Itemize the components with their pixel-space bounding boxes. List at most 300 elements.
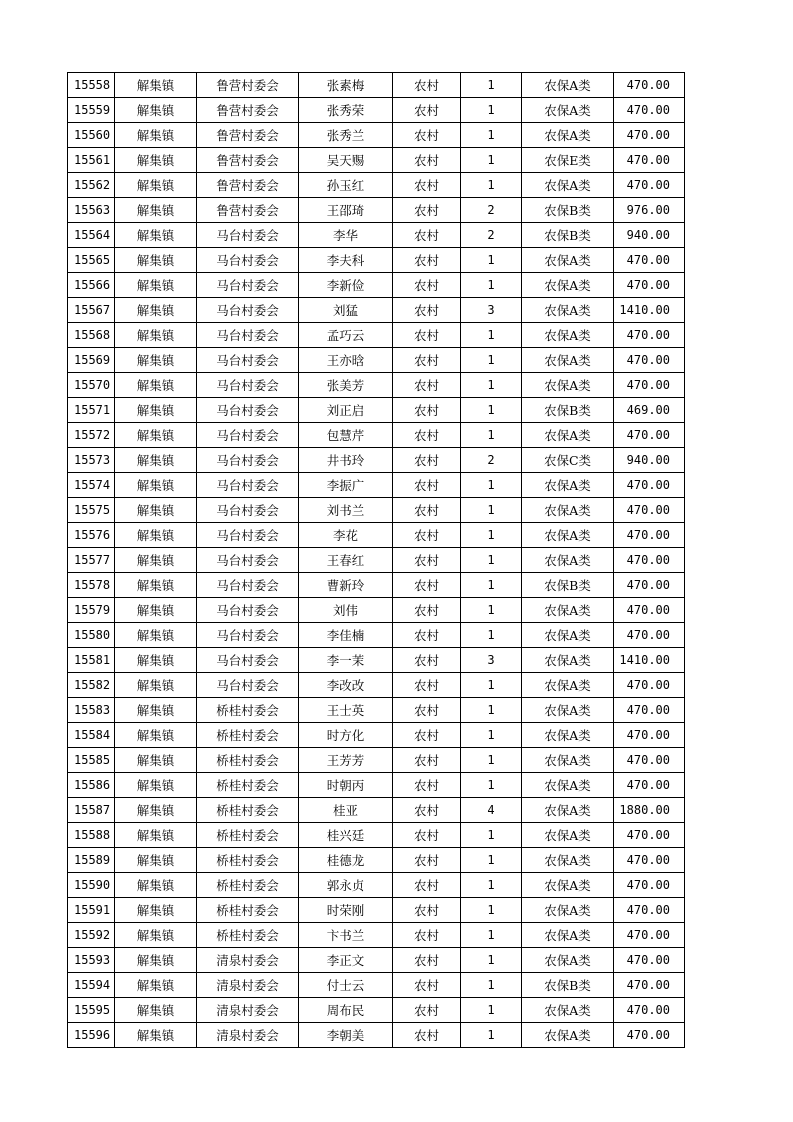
amount-cell: 470.00 [614, 123, 685, 148]
name-cell: 吴天赐 [299, 148, 393, 173]
amount-cell: 470.00 [614, 973, 685, 998]
area-type-cell: 农村 [393, 423, 461, 448]
table-row [68, 823, 685, 848]
village-cell: 桥桂村委会 [197, 923, 299, 948]
village-cell: 鲁营村委会 [197, 198, 299, 223]
record-id-cell: 15590 [68, 873, 115, 898]
table-row [68, 573, 685, 598]
area-type-cell: 农村 [393, 198, 461, 223]
table-row [68, 448, 685, 473]
town-cell: 解集镇 [115, 348, 197, 373]
name-cell: 王邵琦 [299, 198, 393, 223]
insurance-class-cell: 农保A类 [522, 123, 614, 148]
amount-cell: 470.00 [614, 723, 685, 748]
household-count-cell: 1 [461, 398, 522, 423]
village-cell: 鲁营村委会 [197, 73, 299, 98]
town-cell: 解集镇 [115, 248, 197, 273]
name-cell: 张美芳 [299, 373, 393, 398]
insurance-class-cell: 农保A类 [522, 823, 614, 848]
record-id-cell: 15594 [68, 973, 115, 998]
name-cell: 王春红 [299, 548, 393, 573]
amount-cell: 470.00 [614, 573, 685, 598]
village-cell: 桥桂村委会 [197, 723, 299, 748]
record-id-cell: 15582 [68, 673, 115, 698]
amount-cell: 1410.00 [614, 648, 685, 673]
insurance-class-cell: 农保A类 [522, 948, 614, 973]
name-cell: 李夫科 [299, 248, 393, 273]
name-cell: 孙玉红 [299, 173, 393, 198]
insurance-class-cell: 农保A类 [522, 998, 614, 1023]
record-id-cell: 15569 [68, 348, 115, 373]
amount-cell: 470.00 [614, 598, 685, 623]
household-count-cell: 3 [461, 648, 522, 673]
household-count-cell: 1 [461, 873, 522, 898]
household-count-cell: 2 [461, 223, 522, 248]
area-type-cell: 农村 [393, 323, 461, 348]
household-count-cell: 1 [461, 348, 522, 373]
household-count-cell: 1 [461, 548, 522, 573]
table-row [68, 798, 685, 823]
area-type-cell: 农村 [393, 673, 461, 698]
area-type-cell: 农村 [393, 473, 461, 498]
amount-cell: 470.00 [614, 1023, 685, 1048]
area-type-cell: 农村 [393, 598, 461, 623]
name-cell: 李新俭 [299, 273, 393, 298]
amount-cell: 470.00 [614, 823, 685, 848]
insurance-class-cell: 农保A类 [522, 473, 614, 498]
village-cell: 桥桂村委会 [197, 798, 299, 823]
household-count-cell: 1 [461, 823, 522, 848]
table-row [68, 748, 685, 773]
village-cell: 马台村委会 [197, 273, 299, 298]
area-type-cell: 农村 [393, 223, 461, 248]
table-row [68, 273, 685, 298]
area-type-cell: 农村 [393, 123, 461, 148]
amount-cell: 470.00 [614, 273, 685, 298]
insurance-class-cell: 农保A类 [522, 373, 614, 398]
record-id-cell: 15581 [68, 648, 115, 673]
insurance-class-cell: 农保E类 [522, 148, 614, 173]
name-cell: 王亦晗 [299, 348, 393, 373]
town-cell: 解集镇 [115, 1023, 197, 1048]
name-cell: 李朝美 [299, 1023, 393, 1048]
table-row [68, 323, 685, 348]
record-id-cell: 15587 [68, 798, 115, 823]
household-count-cell: 1 [461, 423, 522, 448]
insurance-class-cell: 农保A类 [522, 923, 614, 948]
table-row [68, 473, 685, 498]
record-id-cell: 15564 [68, 223, 115, 248]
record-id-cell: 15567 [68, 298, 115, 323]
table-row [68, 898, 685, 923]
household-count-cell: 1 [461, 523, 522, 548]
name-cell: 王士英 [299, 698, 393, 723]
household-count-cell: 1 [461, 573, 522, 598]
amount-cell: 940.00 [614, 223, 685, 248]
insurance-class-cell: 农保A类 [522, 798, 614, 823]
village-cell: 鲁营村委会 [197, 123, 299, 148]
town-cell: 解集镇 [115, 773, 197, 798]
town-cell: 解集镇 [115, 548, 197, 573]
name-cell: 孟巧云 [299, 323, 393, 348]
name-cell: 时方化 [299, 723, 393, 748]
town-cell: 解集镇 [115, 323, 197, 348]
record-id-cell: 15586 [68, 773, 115, 798]
name-cell: 王芳芳 [299, 748, 393, 773]
record-id-cell: 15568 [68, 323, 115, 348]
town-cell: 解集镇 [115, 923, 197, 948]
insurance-class-cell: 农保A类 [522, 298, 614, 323]
town-cell: 解集镇 [115, 273, 197, 298]
town-cell: 解集镇 [115, 223, 197, 248]
area-type-cell: 农村 [393, 548, 461, 573]
name-cell: 桂兴廷 [299, 823, 393, 848]
insurance-class-cell: 农保A类 [522, 273, 614, 298]
name-cell: 曹新玲 [299, 573, 393, 598]
name-cell: 李一茉 [299, 648, 393, 673]
name-cell: 李佳楠 [299, 623, 393, 648]
area-type-cell: 农村 [393, 748, 461, 773]
village-cell: 桥桂村委会 [197, 773, 299, 798]
town-cell: 解集镇 [115, 173, 197, 198]
record-id-cell: 15595 [68, 998, 115, 1023]
household-count-cell: 4 [461, 798, 522, 823]
area-type-cell: 农村 [393, 998, 461, 1023]
town-cell: 解集镇 [115, 73, 197, 98]
table-row [68, 223, 685, 248]
village-cell: 桥桂村委会 [197, 898, 299, 923]
area-type-cell: 农村 [393, 823, 461, 848]
table-row [68, 773, 685, 798]
village-cell: 马台村委会 [197, 598, 299, 623]
town-cell: 解集镇 [115, 648, 197, 673]
record-id-cell: 15573 [68, 448, 115, 473]
table-row [68, 348, 685, 373]
record-id-cell: 15575 [68, 498, 115, 523]
name-cell: 刘正启 [299, 398, 393, 423]
area-type-cell: 农村 [393, 648, 461, 673]
amount-cell: 470.00 [614, 148, 685, 173]
amount-cell: 470.00 [614, 473, 685, 498]
name-cell: 周布民 [299, 998, 393, 1023]
village-cell: 鲁营村委会 [197, 173, 299, 198]
village-cell: 马台村委会 [197, 623, 299, 648]
town-cell: 解集镇 [115, 573, 197, 598]
village-cell: 马台村委会 [197, 498, 299, 523]
record-id-cell: 15577 [68, 548, 115, 573]
village-cell: 马台村委会 [197, 248, 299, 273]
table-row [68, 498, 685, 523]
name-cell: 时朝丙 [299, 773, 393, 798]
area-type-cell: 农村 [393, 1023, 461, 1048]
insurance-class-cell: 农保A类 [522, 598, 614, 623]
amount-cell: 470.00 [614, 523, 685, 548]
town-cell: 解集镇 [115, 498, 197, 523]
record-id-cell: 15580 [68, 623, 115, 648]
table-row [68, 848, 685, 873]
amount-cell: 470.00 [614, 548, 685, 573]
household-count-cell: 3 [461, 298, 522, 323]
village-cell: 清泉村委会 [197, 1023, 299, 1048]
area-type-cell: 农村 [393, 773, 461, 798]
village-cell: 马台村委会 [197, 523, 299, 548]
village-cell: 马台村委会 [197, 673, 299, 698]
household-count-cell: 1 [461, 273, 522, 298]
table-row [68, 198, 685, 223]
town-cell: 解集镇 [115, 798, 197, 823]
household-count-cell: 1 [461, 848, 522, 873]
insurance-class-cell: 农保A类 [522, 348, 614, 373]
table-row [68, 548, 685, 573]
insurance-class-cell: 农保A类 [522, 1023, 614, 1048]
record-id-cell: 15588 [68, 823, 115, 848]
area-type-cell: 农村 [393, 273, 461, 298]
record-id-cell: 15583 [68, 698, 115, 723]
table-row [68, 973, 685, 998]
village-cell: 马台村委会 [197, 298, 299, 323]
town-cell: 解集镇 [115, 598, 197, 623]
record-id-cell: 15576 [68, 523, 115, 548]
town-cell: 解集镇 [115, 448, 197, 473]
insurance-class-cell: 农保A类 [522, 673, 614, 698]
village-cell: 桥桂村委会 [197, 823, 299, 848]
village-cell: 清泉村委会 [197, 948, 299, 973]
name-cell: 张秀荣 [299, 98, 393, 123]
village-cell: 马台村委会 [197, 223, 299, 248]
table-row [68, 598, 685, 623]
area-type-cell: 农村 [393, 973, 461, 998]
table-row [68, 873, 685, 898]
name-cell: 刘书兰 [299, 498, 393, 523]
name-cell: 张素梅 [299, 73, 393, 98]
name-cell: 卞书兰 [299, 923, 393, 948]
name-cell: 刘猛 [299, 298, 393, 323]
household-count-cell: 1 [461, 598, 522, 623]
insurance-class-cell: 农保A类 [522, 698, 614, 723]
household-count-cell: 1 [461, 123, 522, 148]
amount-cell: 470.00 [614, 873, 685, 898]
record-id-cell: 15592 [68, 923, 115, 948]
table-row [68, 298, 685, 323]
insurance-class-cell: 农保A类 [522, 623, 614, 648]
household-count-cell: 1 [461, 773, 522, 798]
area-type-cell: 农村 [393, 898, 461, 923]
amount-cell: 976.00 [614, 198, 685, 223]
household-count-cell: 2 [461, 198, 522, 223]
table-row [68, 98, 685, 123]
area-type-cell: 农村 [393, 98, 461, 123]
village-cell: 马台村委会 [197, 448, 299, 473]
name-cell: 李华 [299, 223, 393, 248]
village-cell: 清泉村委会 [197, 998, 299, 1023]
record-id-cell: 15593 [68, 948, 115, 973]
amount-cell: 470.00 [614, 173, 685, 198]
insurance-class-cell: 农保A类 [522, 548, 614, 573]
amount-cell: 470.00 [614, 673, 685, 698]
insurance-class-cell: 农保A类 [522, 748, 614, 773]
town-cell: 解集镇 [115, 723, 197, 748]
area-type-cell: 农村 [393, 848, 461, 873]
insurance-class-cell: 农保C类 [522, 448, 614, 473]
name-cell: 郭永贞 [299, 873, 393, 898]
amount-cell: 470.00 [614, 248, 685, 273]
area-type-cell: 农村 [393, 573, 461, 598]
record-id-cell: 15579 [68, 598, 115, 623]
household-count-cell: 1 [461, 923, 522, 948]
village-cell: 马台村委会 [197, 648, 299, 673]
table-row [68, 923, 685, 948]
amount-cell: 470.00 [614, 998, 685, 1023]
town-cell: 解集镇 [115, 973, 197, 998]
town-cell: 解集镇 [115, 298, 197, 323]
insurance-class-cell: 农保A类 [522, 323, 614, 348]
area-type-cell: 农村 [393, 148, 461, 173]
household-count-cell: 1 [461, 173, 522, 198]
village-cell: 鲁营村委会 [197, 98, 299, 123]
amount-cell: 470.00 [614, 923, 685, 948]
insurance-class-cell: 农保A类 [522, 848, 614, 873]
table-row [68, 1023, 685, 1048]
town-cell: 解集镇 [115, 948, 197, 973]
amount-cell: 470.00 [614, 423, 685, 448]
insurance-class-cell: 农保A类 [522, 248, 614, 273]
record-id-cell: 15562 [68, 173, 115, 198]
village-cell: 马台村委会 [197, 348, 299, 373]
record-id-cell: 15578 [68, 573, 115, 598]
town-cell: 解集镇 [115, 398, 197, 423]
village-cell: 马台村委会 [197, 573, 299, 598]
table-row [68, 523, 685, 548]
record-id-cell: 15566 [68, 273, 115, 298]
roster-table [67, 72, 685, 1048]
amount-cell: 470.00 [614, 323, 685, 348]
area-type-cell: 农村 [393, 348, 461, 373]
amount-cell: 469.00 [614, 398, 685, 423]
village-cell: 马台村委会 [197, 423, 299, 448]
town-cell: 解集镇 [115, 998, 197, 1023]
table-row [68, 673, 685, 698]
name-cell: 刘伟 [299, 598, 393, 623]
household-count-cell: 1 [461, 898, 522, 923]
town-cell: 解集镇 [115, 873, 197, 898]
table-row [68, 148, 685, 173]
record-id-cell: 15596 [68, 1023, 115, 1048]
amount-cell: 470.00 [614, 623, 685, 648]
town-cell: 解集镇 [115, 148, 197, 173]
village-cell: 马台村委会 [197, 398, 299, 423]
name-cell: 李正文 [299, 948, 393, 973]
table-row [68, 723, 685, 748]
table-row [68, 423, 685, 448]
household-count-cell: 1 [461, 98, 522, 123]
amount-cell: 470.00 [614, 498, 685, 523]
record-id-cell: 15574 [68, 473, 115, 498]
amount-cell: 470.00 [614, 73, 685, 98]
area-type-cell: 农村 [393, 398, 461, 423]
household-count-cell: 1 [461, 1023, 522, 1048]
table-row [68, 948, 685, 973]
household-count-cell: 1 [461, 373, 522, 398]
household-count-cell: 1 [461, 973, 522, 998]
name-cell: 张秀兰 [299, 123, 393, 148]
area-type-cell: 农村 [393, 448, 461, 473]
amount-cell: 470.00 [614, 773, 685, 798]
insurance-class-cell: 农保B类 [522, 973, 614, 998]
village-cell: 桥桂村委会 [197, 748, 299, 773]
town-cell: 解集镇 [115, 473, 197, 498]
amount-cell: 470.00 [614, 948, 685, 973]
record-id-cell: 15572 [68, 423, 115, 448]
village-cell: 鲁营村委会 [197, 148, 299, 173]
household-count-cell: 1 [461, 723, 522, 748]
area-type-cell: 农村 [393, 798, 461, 823]
name-cell: 时荣刚 [299, 898, 393, 923]
table-row [68, 698, 685, 723]
name-cell: 桂亚 [299, 798, 393, 823]
table-row [68, 998, 685, 1023]
town-cell: 解集镇 [115, 98, 197, 123]
insurance-class-cell: 农保A类 [522, 898, 614, 923]
record-id-cell: 15560 [68, 123, 115, 148]
table-row [68, 648, 685, 673]
insurance-class-cell: 农保A类 [522, 873, 614, 898]
record-id-cell: 15589 [68, 848, 115, 873]
insurance-class-cell: 农保B类 [522, 198, 614, 223]
household-count-cell: 1 [461, 473, 522, 498]
town-cell: 解集镇 [115, 373, 197, 398]
table-body [68, 73, 685, 1048]
household-count-cell: 1 [461, 948, 522, 973]
village-cell: 桥桂村委会 [197, 848, 299, 873]
amount-cell: 470.00 [614, 748, 685, 773]
village-cell: 马台村委会 [197, 473, 299, 498]
table-row [68, 123, 685, 148]
record-id-cell: 15571 [68, 398, 115, 423]
area-type-cell: 农村 [393, 698, 461, 723]
area-type-cell: 农村 [393, 298, 461, 323]
record-id-cell: 15570 [68, 373, 115, 398]
household-count-cell: 1 [461, 323, 522, 348]
insurance-class-cell: 农保A类 [522, 98, 614, 123]
name-cell: 付士云 [299, 973, 393, 998]
town-cell: 解集镇 [115, 123, 197, 148]
table-row [68, 398, 685, 423]
insurance-class-cell: 农保B类 [522, 398, 614, 423]
household-count-cell: 1 [461, 148, 522, 173]
insurance-class-cell: 农保A类 [522, 773, 614, 798]
household-count-cell: 1 [461, 73, 522, 98]
name-cell: 李振广 [299, 473, 393, 498]
area-type-cell: 农村 [393, 248, 461, 273]
village-cell: 桥桂村委会 [197, 698, 299, 723]
area-type-cell: 农村 [393, 498, 461, 523]
town-cell: 解集镇 [115, 898, 197, 923]
name-cell: 李改改 [299, 673, 393, 698]
insurance-class-cell: 农保B类 [522, 223, 614, 248]
area-type-cell: 农村 [393, 923, 461, 948]
record-id-cell: 15559 [68, 98, 115, 123]
village-cell: 桥桂村委会 [197, 873, 299, 898]
table-row [68, 373, 685, 398]
record-id-cell: 15585 [68, 748, 115, 773]
record-id-cell: 15591 [68, 898, 115, 923]
table-row [68, 248, 685, 273]
table-row [68, 173, 685, 198]
area-type-cell: 农村 [393, 73, 461, 98]
village-cell: 清泉村委会 [197, 973, 299, 998]
town-cell: 解集镇 [115, 423, 197, 448]
household-count-cell: 2 [461, 448, 522, 473]
